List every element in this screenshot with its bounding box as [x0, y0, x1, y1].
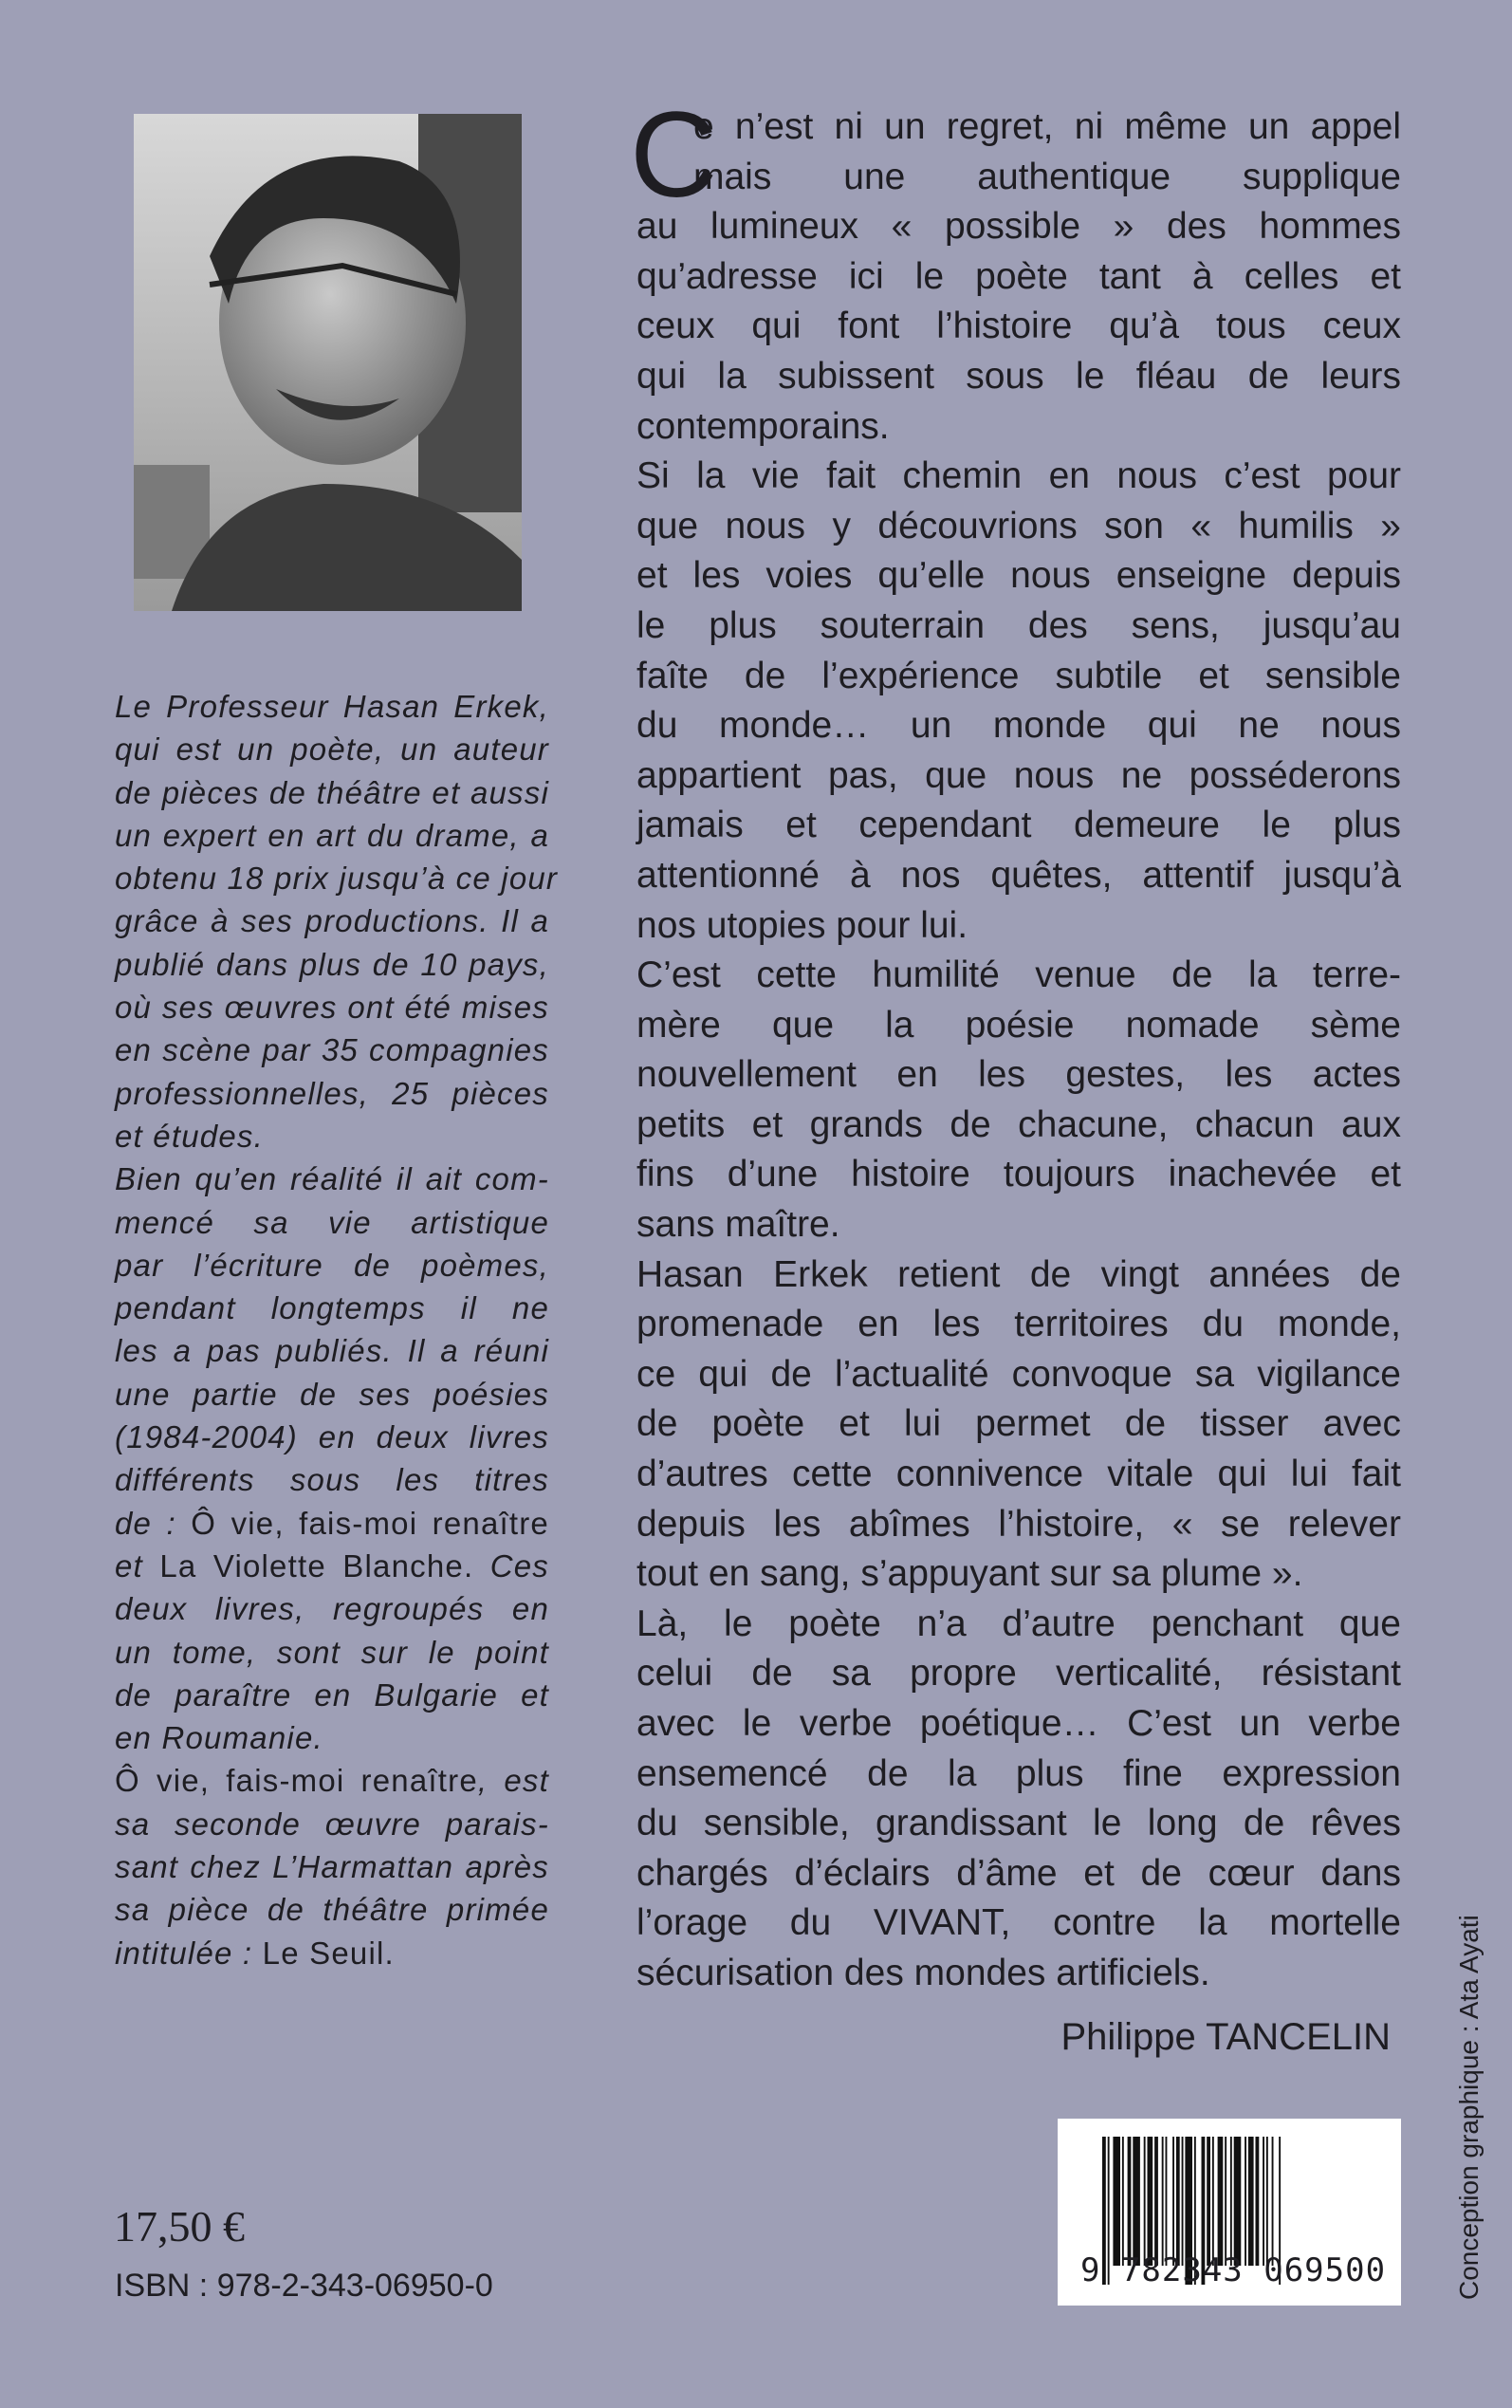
bio-line [115, 1631, 549, 1674]
barcode-bar [1148, 2137, 1153, 2266]
barcode-bar [1176, 2137, 1180, 2266]
bio-text: pendant longtemps il ne [115, 1290, 549, 1326]
bio-line [115, 1158, 549, 1200]
preface-line: jamais et cependant demeure le plus [636, 805, 1401, 846]
bio-text: de paraître en Bulgarie et [115, 1676, 549, 1713]
preface-line: ceux qui font l’histoire qu’à tous ceux [636, 306, 1401, 347]
barcode-bar [1162, 2137, 1164, 2266]
preface-line: ensemencé de la plus fine expression [636, 1752, 1401, 1794]
preface-line: nos utopies pour lui. [636, 904, 968, 946]
barcode [1058, 2119, 1401, 2306]
book-title: Ô vie, fais-moi renaître [115, 1763, 478, 1799]
bio-line [115, 1674, 549, 1716]
preface-line: ce qui de l’actualité convoque sa vigilance [636, 1353, 1401, 1395]
preface-line: sécurisation des mondes artificiels. [636, 1952, 1210, 1993]
barcode-bar [1245, 2137, 1246, 2266]
barcode-number: 9 782343 069500 [1080, 2251, 1387, 2289]
bio-text: deux livres, regroupés en [115, 1591, 549, 1627]
bio-text: grâce à ses productions. Il a [115, 903, 549, 939]
drop-cap: C [630, 87, 718, 223]
bio-text: sa pièce de théâtre primée [115, 1892, 549, 1928]
bio-text: sant chez L’Harmattan après [115, 1849, 549, 1885]
preface-line: nouvellement en les gestes, les actes [636, 1054, 1401, 1096]
bio-text: de : [115, 1505, 192, 1541]
barcode-bar [1263, 2137, 1264, 2266]
bio-line [115, 1545, 549, 1587]
author-photo [134, 114, 522, 611]
preface-line: C’est cette humilité venue de la terre- [636, 954, 1401, 996]
preface-line: le plus souterrain des sens, jusqu’au [636, 604, 1401, 646]
bio-line [115, 1115, 549, 1158]
preface-line: fins d’une histoire toujours inachevée et [636, 1154, 1401, 1195]
bio-text: intitulée : [115, 1935, 263, 1971]
bio-line [115, 1845, 549, 1888]
preface-line: mère que la poésie nomade sème [636, 1004, 1401, 1046]
preface-line: promenade en les territoires du monde, [636, 1304, 1401, 1345]
preface-line: petits et grands de chacune, chacun aux [636, 1103, 1401, 1145]
barcode-bar [1266, 2137, 1268, 2266]
book-title: La Violette Blanche. [159, 1547, 474, 1584]
bio-text: professionnelles, 25 pièces [115, 1075, 549, 1111]
bio-line [115, 899, 549, 942]
isbn: ISBN : 978-2-343-06950-0 [115, 2268, 493, 2304]
bio-line [115, 1888, 549, 1931]
bio-text: en Roumanie. [115, 1720, 323, 1756]
author-bio [115, 685, 559, 1974]
preface-line: depuis les abîmes l’histoire, « se relever [636, 1503, 1401, 1545]
preface-line: contemporains. [636, 405, 890, 447]
preface-line: sans maître. [636, 1204, 840, 1246]
barcode-bar [1212, 2137, 1214, 2266]
bio-text: (1984-2004) en deux livres [115, 1419, 549, 1455]
preface-line: mais une authentique supplique [693, 156, 1401, 197]
bio-line [115, 1759, 549, 1802]
barcode-bar [1154, 2137, 1158, 2266]
design-credit: Conception graphique : Ata Ayati [1454, 1915, 1484, 2300]
preface-line: Là, le poète n’a d’autre penchant que [636, 1602, 1401, 1644]
preface-line: d’autres cette connivence vitale qui lui fait [636, 1454, 1401, 1495]
barcode-bar [1122, 2137, 1124, 2266]
preface-line: qu’adresse ici le poète tant à celles et [636, 255, 1401, 297]
bio-line [115, 1028, 549, 1071]
preface-line: faîte de l’expérience subtile et sensible [636, 655, 1401, 696]
bio-line [115, 857, 559, 899]
barcode-bar [1166, 2137, 1168, 2266]
bio-line [115, 943, 549, 986]
barcode-bar [1113, 2137, 1120, 2266]
bio-line [115, 1502, 549, 1545]
preface-line: et les voies qu’elle nous enseigne depuis [636, 555, 1401, 597]
bio-line [115, 1201, 549, 1244]
bio-text: où ses œuvres ont été mises [115, 990, 549, 1026]
bio-text: et études. [115, 1118, 264, 1154]
signature: Philippe TANCELIN [1060, 2016, 1391, 2058]
bio-text: en scène par 35 compagnies [115, 1032, 549, 1068]
preface-line: qui la subissent sous le fléau de leurs [636, 355, 1401, 397]
preface-line: celui de sa propre verticalité, résistant [636, 1653, 1401, 1695]
preface-line: tout en sang, s’appuyant sur sa plume ». [636, 1553, 1303, 1595]
preface-line: e n’est ni un regret, ni même un appel [693, 106, 1401, 147]
bio-text: , est [477, 1763, 549, 1799]
barcode-bar [1182, 2137, 1184, 2266]
bio-line [115, 986, 549, 1028]
bio-line [115, 1373, 549, 1416]
bio-line [115, 814, 549, 857]
price: 17,50 € [114, 2202, 245, 2251]
bio-line [115, 1416, 549, 1458]
preface-text [636, 102, 1401, 1999]
preface-line: attentionné à nos quêtes, attentif jusqu’à [636, 854, 1401, 896]
barcode-bar [1133, 2137, 1140, 2266]
preface-line: du sensible, grandissant le long de rêves [636, 1803, 1401, 1844]
barcode-bar [1272, 2137, 1274, 2266]
preface-line: appartient pas, que nous ne posséderons [636, 754, 1401, 796]
bio-text: publié dans plus de 10 pays, [115, 946, 549, 982]
bio-line [115, 1587, 549, 1630]
bio-line [115, 1072, 549, 1115]
bio-line [115, 771, 549, 814]
bio-line [115, 1932, 549, 1974]
preface-line: avec le verbe poétique… C’est un verbe [636, 1703, 1401, 1744]
preface-line: que nous y découvrions son « humilis » [636, 505, 1401, 546]
barcode-bar [1230, 2137, 1232, 2266]
barcode-bar [1234, 2137, 1242, 2266]
bio-line [115, 1716, 549, 1759]
bio-text: un tome, sont sur le point [115, 1634, 549, 1670]
bio-text: obtenu 18 prix jusqu’à ce jour [115, 861, 559, 897]
bio-text: Bien qu’en réalité il ait com- [115, 1161, 549, 1197]
bio-line [115, 1458, 549, 1501]
bio-line [115, 685, 549, 728]
preface-line: l’orage du VIVANT, contre la mortelle [636, 1902, 1401, 1944]
barcode-bar [1256, 2137, 1260, 2266]
preface-line: Si la vie fait chemin en nous c’est pour [636, 455, 1401, 497]
bio-text: et [115, 1547, 160, 1584]
bio-line [115, 728, 549, 770]
barcode-bar [1207, 2137, 1210, 2266]
bio-text: un expert en art du drame, a [115, 817, 549, 853]
bio-line [115, 1803, 549, 1845]
bio-line [115, 1287, 549, 1329]
preface-line: au lumineux « possible » des hommes [636, 206, 1401, 248]
bio-text: les a pas publiés. Il a réuni [115, 1333, 549, 1369]
preface-line: du monde… un monde qui ne nous [636, 705, 1401, 747]
preface-line: de poète et lui permet de tisser avec [636, 1403, 1401, 1445]
bio-text: sa seconde œuvre parais- [115, 1806, 549, 1842]
barcode-bar [1172, 2137, 1174, 2266]
bio-text: par l’écriture de poèmes, [115, 1247, 549, 1283]
barcode-bar [1128, 2137, 1132, 2266]
bio-text: Ces [473, 1547, 550, 1584]
preface-line: Hasan Erkek retient de vingt années de [636, 1253, 1401, 1295]
bio-text: mencé sa vie artistique [115, 1204, 549, 1240]
bio-text: Le Professeur Hasan Erkek, [115, 689, 549, 724]
barcode-bar [1248, 2137, 1254, 2266]
book-title: Ô vie, fais-moi renaître [191, 1505, 549, 1541]
barcode-bar [1225, 2137, 1226, 2266]
bio-line [115, 1329, 549, 1372]
barcode-bar [1144, 2137, 1146, 2266]
bio-line [115, 1244, 549, 1287]
preface-line: chargés d’éclairs d’âme et de cœur dans [636, 1852, 1401, 1894]
bio-text: une partie de ses poésies [115, 1376, 549, 1412]
bio-text: de pièces de théâtre et aussi [115, 774, 549, 810]
bio-text: qui est un poète, un auteur [115, 732, 549, 768]
book-title: Le Seuil. [262, 1935, 395, 1971]
barcode-bar [1218, 2137, 1224, 2266]
bio-text: différents sous les titres [115, 1462, 549, 1498]
